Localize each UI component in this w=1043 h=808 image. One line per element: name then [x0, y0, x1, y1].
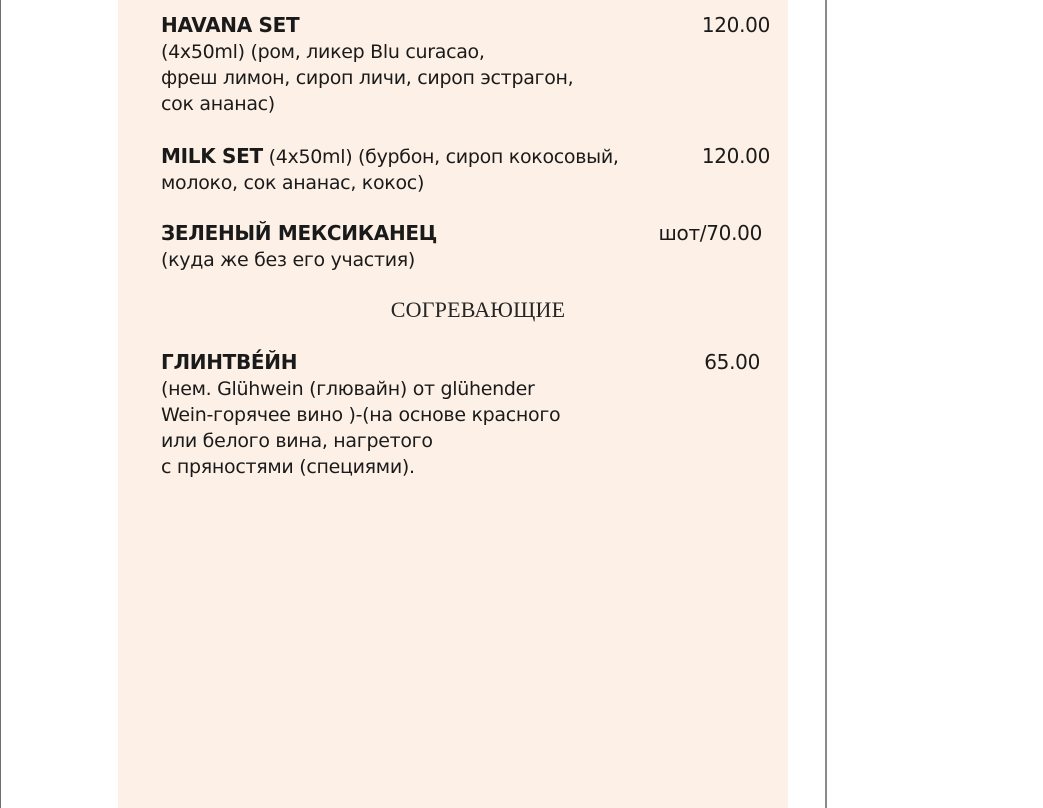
item-description: молоко, сок ананас, кокос) — [161, 172, 425, 194]
item-title: HAVANA SET — [161, 13, 300, 37]
item-title: ЗЕЛЕНЫЙ МЕКСИКАНЕЦ — [161, 221, 438, 245]
item-description: (куда же без его участия) — [161, 249, 416, 271]
item-price: 65.00 — [704, 350, 760, 374]
item-title: MILK SET — [161, 144, 263, 168]
left-border-line — [0, 0, 1, 808]
item-description: (4x50ml) (ром, ликер Blu curacao, фреш лимон, сироп личи, сироп эстрагон, сок ананас) — [161, 41, 574, 115]
section-heading: СОГРЕВАЮЩИЕ — [390, 297, 566, 322]
item-description: (нем. Glühwein (глювайн) от glühender Wein-горячее вино )-(на основе красного или белого вина, нагретого с пряностями (специями). — [161, 378, 561, 478]
item-price: шот/70.00 — [658, 221, 762, 245]
right-border-line — [825, 0, 827, 808]
item-title: ГЛИНТВЕ́ЙН — [161, 350, 298, 374]
item-price: 120.00 — [701, 144, 770, 168]
item-inline-description: (4x50ml) (бурбон, сироп кокосовый, — [262, 146, 619, 168]
item-price: 120.00 — [701, 13, 770, 37]
